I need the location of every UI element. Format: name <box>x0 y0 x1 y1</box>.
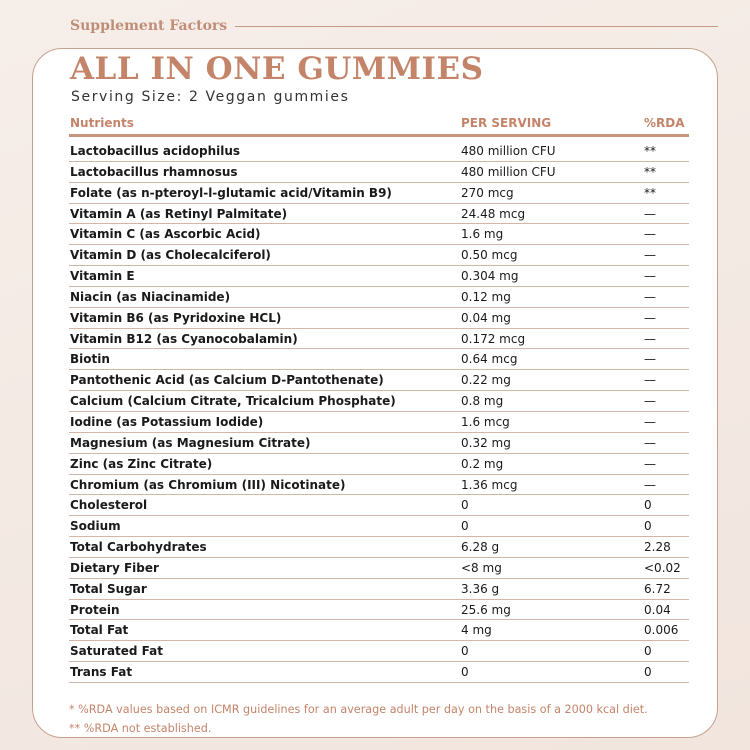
rda-value: 0 <box>644 644 652 659</box>
table-row <box>69 579 689 600</box>
rda-value: 2.28 <box>644 540 671 555</box>
table-row <box>69 516 689 537</box>
per-serving-value: 0.304 mg <box>461 269 519 284</box>
footnote-rda-basis: * %RDA values based on ICMR guidelines for an average adult per day on the basis of a 2000 kcal diet. <box>69 703 648 716</box>
per-serving-value: 0.22 mg <box>461 373 511 388</box>
nutrient-table-body <box>69 141 689 683</box>
table-row <box>69 308 689 329</box>
per-serving-value: 1.6 mcg <box>461 414 510 429</box>
rda-value: — <box>644 269 656 284</box>
rda-value: — <box>644 248 656 263</box>
product-name: ALL IN ONE GUMMIES <box>70 51 484 87</box>
nutrient-name: Calcium (Calcium Citrate, Tricalcium Phosphate) <box>70 394 396 409</box>
rda-value: 0.006 <box>644 623 679 638</box>
table-row <box>69 370 689 391</box>
rda-value: — <box>644 227 656 242</box>
rda-value: 0 <box>644 519 652 534</box>
column-header-rda: %RDA <box>644 116 685 130</box>
footnotes <box>69 700 648 738</box>
nutrient-name: Total Fat <box>70 623 129 638</box>
table-header <box>69 115 689 137</box>
per-serving-value: 0.50 mcg <box>461 248 518 263</box>
per-serving-value: 0.172 mcg <box>461 331 526 346</box>
table-row <box>69 620 689 641</box>
per-serving-value: 0.2 mg <box>461 456 504 471</box>
table-row <box>69 245 689 266</box>
nutrient-name: Trans Fat <box>70 665 133 680</box>
per-serving-value: 0.12 mg <box>461 289 511 304</box>
per-serving-value: 480 million CFU <box>461 144 556 158</box>
serving-size: Serving Size: 2 Veggan gummies <box>71 89 350 105</box>
nutrient-name: Protein <box>70 602 120 617</box>
rda-value: <0.02 <box>644 560 681 575</box>
table-row <box>69 141 689 162</box>
table-row <box>69 495 689 516</box>
rda-value: — <box>644 456 656 471</box>
column-header-nutrients: Nutrients <box>70 116 134 130</box>
rda-value: 0 <box>644 498 652 513</box>
per-serving-value: 0 <box>461 519 469 534</box>
table-row <box>69 454 689 475</box>
table-row <box>69 412 689 433</box>
table-row <box>69 641 689 662</box>
per-serving-value: 24.48 mcg <box>461 206 526 221</box>
table-row <box>69 266 689 287</box>
nutrient-name: Vitamin E <box>70 269 135 284</box>
supplement-factors-header <box>70 14 718 38</box>
nutrient-name: Chromium (as Chromium (III) Nicotinate) <box>70 477 346 492</box>
nutrient-name: Biotin <box>70 352 110 367</box>
per-serving-value: <8 mg <box>461 560 502 575</box>
nutrient-name: Lactobacillus acidophilus <box>70 144 241 158</box>
rda-value: — <box>644 477 656 492</box>
per-serving-value: 4 mg <box>461 623 492 638</box>
per-serving-value: 0.04 mg <box>461 310 511 325</box>
table-row <box>69 433 689 454</box>
rda-value: — <box>644 352 656 367</box>
header-divider <box>235 26 718 27</box>
rda-value: — <box>644 310 656 325</box>
nutrient-name: Iodine (as Potassium Iodide) <box>70 414 264 429</box>
supplement-facts-card <box>32 48 718 738</box>
nutrient-name: Vitamin C (as Ascorbic Acid) <box>70 227 261 242</box>
table-row <box>69 329 689 350</box>
per-serving-value: 6.28 g <box>461 540 500 555</box>
nutrient-name: Lactobacillus rhamnosus <box>70 164 238 179</box>
table-row <box>69 475 689 496</box>
rda-value: — <box>644 289 656 304</box>
table-row <box>69 349 689 370</box>
table-row <box>69 662 689 683</box>
nutrient-name: Folate (as n-pteroyl-l-glutamic acid/Vitamin B9) <box>70 185 392 200</box>
nutrient-name: Niacin (as Niacinamide) <box>70 289 231 304</box>
nutrient-name: Saturated Fat <box>70 644 164 659</box>
per-serving-value: 0.32 mg <box>461 435 511 450</box>
nutrient-name: Total Sugar <box>70 581 147 596</box>
nutrient-name: Vitamin D (as Cholecalciferol) <box>70 248 271 263</box>
nutrient-name: Vitamin B6 (as Pyridoxine HCL) <box>70 310 282 325</box>
nutrient-name: Total Carbohydrates <box>70 540 207 555</box>
per-serving-value: 270 mcg <box>461 185 514 200</box>
nutrient-name: Cholesterol <box>70 498 148 513</box>
per-serving-value: 0 <box>461 665 469 680</box>
per-serving-value: 480 million CFU <box>461 164 556 179</box>
nutrient-name: Zinc (as Zinc Citrate) <box>70 456 213 471</box>
table-row <box>69 183 689 204</box>
rda-value: ** <box>644 144 656 158</box>
table-row <box>69 600 689 621</box>
per-serving-value: 3.36 g <box>461 581 500 596</box>
per-serving-value: 25.6 mg <box>461 602 511 617</box>
rda-value: 0 <box>644 665 652 680</box>
per-serving-value: 0.64 mcg <box>461 352 518 367</box>
table-row <box>69 162 689 183</box>
nutrient-name: Dietary Fiber <box>70 560 159 575</box>
rda-value: — <box>644 414 656 429</box>
footnote-rda-not-established: ** %RDA not established. <box>69 722 212 735</box>
nutrient-name: Vitamin A (as Retinyl Palmitate) <box>70 206 288 221</box>
rda-value: ** <box>644 164 656 179</box>
rda-value: ** <box>644 185 656 200</box>
rda-value: — <box>644 373 656 388</box>
nutrient-name: Vitamin B12 (as Cyanocobalamin) <box>70 331 298 346</box>
rda-value: — <box>644 206 656 221</box>
table-row <box>69 224 689 245</box>
per-serving-value: 0 <box>461 644 469 659</box>
table-row <box>69 537 689 558</box>
column-header-per-serving: PER SERVING <box>461 116 552 130</box>
nutrient-name: Magnesium (as Magnesium Citrate) <box>70 435 311 450</box>
table-row <box>69 558 689 579</box>
nutrient-name: Sodium <box>70 519 121 534</box>
per-serving-value: 1.6 mg <box>461 227 504 242</box>
per-serving-value: 1.36 mcg <box>461 477 518 492</box>
per-serving-value: 0 <box>461 498 469 513</box>
per-serving-value: 0.8 mg <box>461 394 504 409</box>
table-row <box>69 391 689 412</box>
section-title: Supplement Factors <box>70 18 228 34</box>
rda-value: — <box>644 435 656 450</box>
rda-value: 0.04 <box>644 602 671 617</box>
table-row <box>69 287 689 308</box>
table-row <box>69 204 689 225</box>
nutrient-name: Pantothenic Acid (as Calcium D-Pantothenate) <box>70 373 384 388</box>
rda-value: — <box>644 394 656 409</box>
rda-value: 6.72 <box>644 581 671 596</box>
rda-value: — <box>644 331 656 346</box>
